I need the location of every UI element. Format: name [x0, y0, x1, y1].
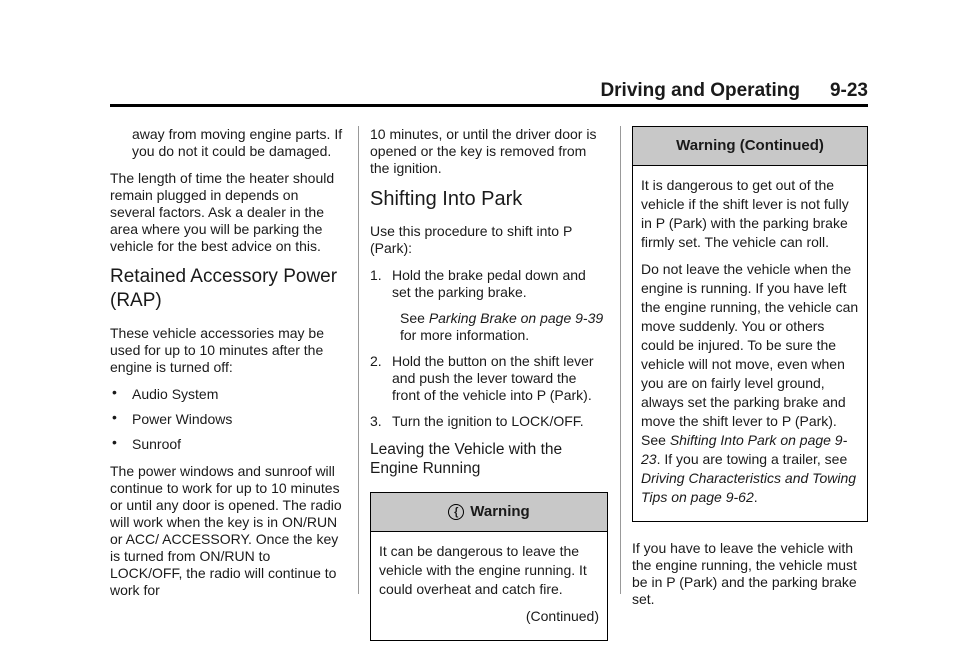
bullet-icon: •	[112, 409, 117, 425]
shift-intro: Use this procedure to shift into P (Park):	[370, 223, 573, 256]
page-header	[110, 80, 868, 104]
column-1	[110, 126, 346, 609]
column-2	[370, 126, 608, 653]
step-item: 1. Hold the brake pedal down and set the parking brake. See Parking Brake on page 9-39 for more information.	[370, 267, 608, 344]
warning-icon: {	[448, 504, 464, 520]
shift-heading: Shifting Into Park	[370, 188, 523, 210]
continued-text: away from moving engine parts. If you do not it could be damaged.	[132, 126, 343, 159]
column-divider-1	[358, 126, 359, 594]
shift-steps	[370, 267, 608, 430]
step-reference: See Parking Brake on page 9-39 for more information.	[400, 310, 604, 343]
warning-box-continued	[632, 126, 868, 522]
header-title	[600, 80, 868, 102]
warning-body	[633, 166, 867, 521]
leaving-heading: Leaving the Vehicle with the Engine Running	[370, 441, 563, 477]
list-item: • Sunroof	[112, 434, 182, 452]
rap-paragraph: The power windows and sunroof will continue to work for up to 10 minutes or until any door is opened. The radio will work when the key is in ON/RUN or ACC/ ACCESSORY. Once the key is turned from ON/RUN to LOCK/OFF, the radio will continue to work for	[110, 463, 342, 598]
rap-heading: Retained Accessory Power (RAP)	[110, 266, 338, 311]
warning-box	[370, 492, 608, 641]
warning-header: { Warning	[371, 493, 607, 532]
warning-text: It is dangerous to get out of the vehicle if the shift lever is not fully in P (Park) with the parking brake firmly set. The vehicle can roll.	[641, 177, 849, 250]
continued-text: 10 minutes, or until the driver door is opened or the key is removed from the ignition.	[370, 126, 597, 176]
warning-header: Warning (Continued)	[633, 127, 867, 166]
bullet-icon: •	[112, 384, 117, 400]
cross-reference-link[interactable]: Parking Brake on page 9-39	[428, 310, 604, 326]
column-3	[632, 126, 868, 618]
leaving-paragraph: If you have to leave the vehicle with the engine running, the vehicle must be in P (Park) and the parking brake set.	[632, 540, 857, 607]
list-item: • Audio System	[112, 384, 219, 402]
rap-intro: These vehicle accessories may be used for up to 10 minutes after the engine is turned off:	[110, 325, 324, 375]
accessory-list	[110, 386, 346, 453]
page-number: 9-23	[829, 80, 868, 101]
heater-paragraph: The length of time the heater should remain plugged in depends on several factors. Ask a dealer in the area where you will be parking the vehicle for the best advice on this.	[110, 170, 335, 254]
column-divider-2	[620, 126, 621, 594]
cross-reference-link[interactable]: Driving Characteristics and Towing Tips on page 9-62	[641, 470, 857, 505]
warning-text: It can be dangerous to leave the vehicle with the engine running. It could overheat and catch fire.	[379, 543, 587, 597]
section-title: Driving and Operating	[600, 80, 800, 101]
warning-body	[371, 532, 607, 640]
warning-text: Do not leave the vehicle when the engine is running. If you have left the engine running, the vehicle can move suddenly. You or others could be injured. To be sure the vehicle will not move, even when you are on fairly level ground, always set the parking brake and move the shift lever to P (Park). See Shifting Into Park on page 9-23. If you are towing a trailer, see Driving Characteristics and Towing Tips on page 9-62.	[641, 261, 859, 505]
step-item: 2. Hold the button on the shift lever and push the lever toward the front of the vehicle into P (Park).	[370, 353, 594, 403]
continued-label: (Continued)	[525, 608, 599, 624]
step-item: 3. Turn the ignition to LOCK/OFF.	[370, 413, 584, 429]
bullet-icon: •	[112, 434, 117, 450]
cross-reference-link[interactable]: Shifting Into Park on page 9-23	[641, 432, 848, 467]
list-item: • Power Windows	[112, 409, 233, 427]
header-rule	[110, 104, 868, 107]
